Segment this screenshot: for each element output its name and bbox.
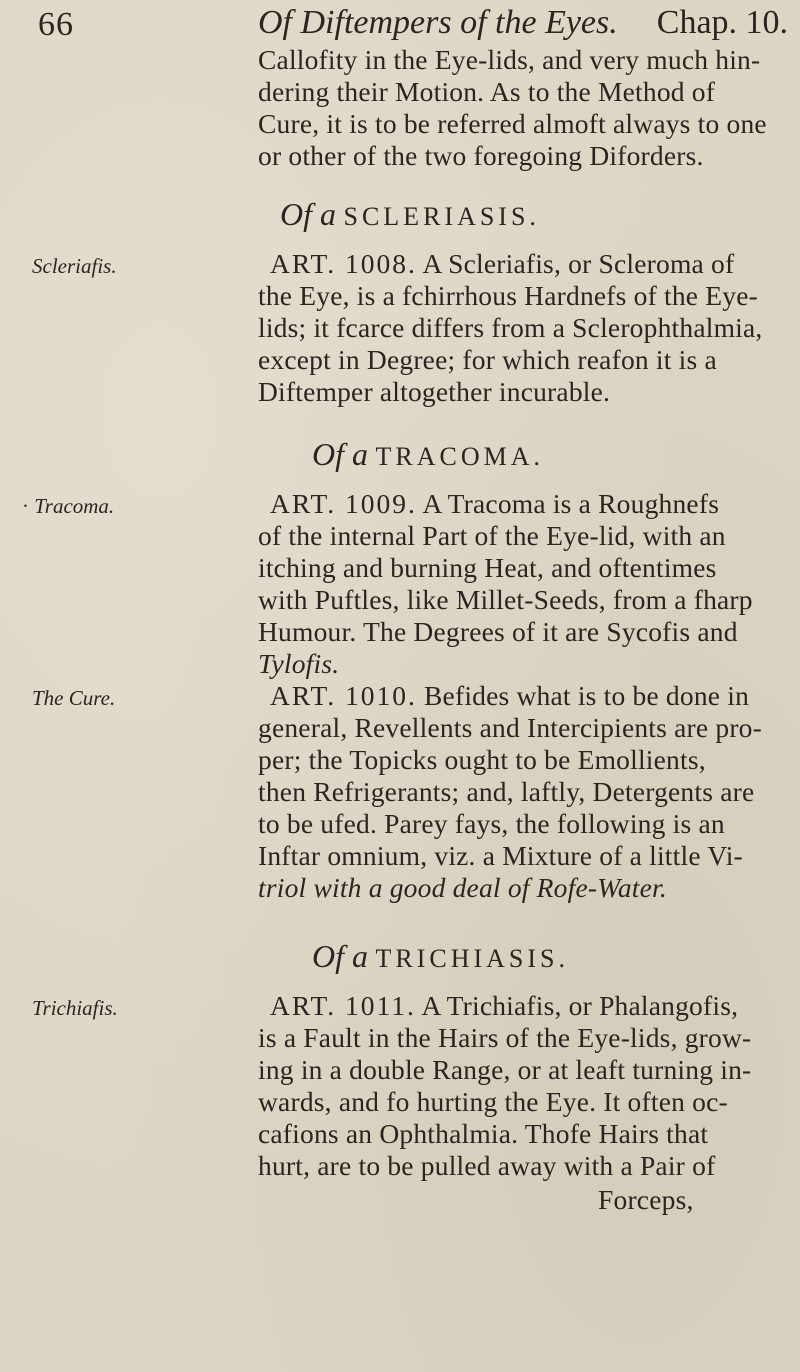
section-heading-trichiasis: Of a TRICHIASIS. [312, 938, 570, 974]
catchword: Forceps, [598, 1184, 694, 1215]
running-header [258, 4, 788, 42]
margin-note-tracoma: · Tracoma. [22, 494, 115, 518]
scleriasis-line-2: the Eye, is a fchirrhous Hardnefs of the Eye- [258, 280, 758, 311]
tracoma-line-2: of the internal Part of the Eye-lid, with an [258, 520, 726, 551]
tracoma-line-6: Tylofis. [258, 648, 340, 679]
intro-line-2: dering their Motion. As to the Method of [258, 76, 716, 107]
cure-line-5: to be ufed. Parey fays, the following is an [258, 808, 725, 839]
trichiasis-line-1: ART. 1011. A Trichiafis, or Phalangofis, [270, 990, 739, 1021]
intro-line-3: Cure, it is to be referred almoft always to one [258, 108, 767, 139]
scleriasis-line-5: Diftemper altogether incurable. [258, 376, 611, 407]
cure-line-1: ART. 1010. Befides what is to be done in [270, 680, 750, 711]
intro-line-1: Callofity in the Eye-lids, and very much hin- [258, 44, 761, 75]
tracoma-line-4: with Puftles, like Millet-Seeds, from a fharp [258, 584, 753, 615]
scleriasis-line-1: ART. 1008. A Scleriafis, or Scleroma of [270, 248, 735, 279]
trichiasis-line-3: ing in a double Range, or at leaft turning in- [258, 1054, 752, 1085]
margin-note-trichiasis: Trichiafis. [32, 996, 118, 1020]
cure-line-3: per; the Topicks ought to be Emollients, [258, 744, 706, 775]
cure-line-6: Inftar omnium, viz. a Mixture of a little Vi- [258, 840, 743, 871]
chapter-label: Chap. 10. [656, 4, 789, 41]
margin-note-cure: The Cure. [32, 686, 116, 710]
margin-note-scleriasis: Scleriafis. [32, 254, 117, 278]
intro-line-4: or other of the two foregoing Diforders. [258, 140, 704, 171]
cure-line-2: general, Revellents and Intercipients are pro- [258, 712, 762, 743]
trichiasis-line-2: is a Fault in the Hairs of the Eye-lids, grow- [258, 1022, 752, 1053]
section-heading-tracoma: Of a TRACOMA. [312, 436, 545, 472]
scleriasis-line-3: lids; it fcarce differs from a Sclerophthalmia, [258, 312, 763, 343]
tracoma-line-3: itching and burning Heat, and oftentimes [258, 552, 717, 583]
scleriasis-line-4: except in Degree; for which reafon it is a [258, 344, 717, 375]
section-heading-scleriasis: Of a SCLERIASIS. [280, 196, 540, 232]
cure-line-7: triol with a good deal of Rofe-Water. [258, 872, 667, 903]
tracoma-line-1: ART. 1009. A Tracoma is a Roughnefs [270, 488, 720, 519]
trichiasis-line-4: wards, and fo hurting the Eye. It often oc- [258, 1086, 728, 1117]
trichiasis-line-5: cafions an Ophthalmia. Thofe Hairs that [258, 1118, 709, 1149]
trichiasis-line-6: hurt, are to be pulled away with a Pair of [258, 1150, 716, 1181]
page-number: 66 [38, 6, 74, 43]
tracoma-line-5: Humour. The Degrees of it are Sycofis and [258, 616, 738, 647]
running-title: Of Diftempers of the Eyes. [258, 4, 618, 41]
cure-line-4: then Refrigerants; and, laftly, Detergents are [258, 776, 755, 807]
